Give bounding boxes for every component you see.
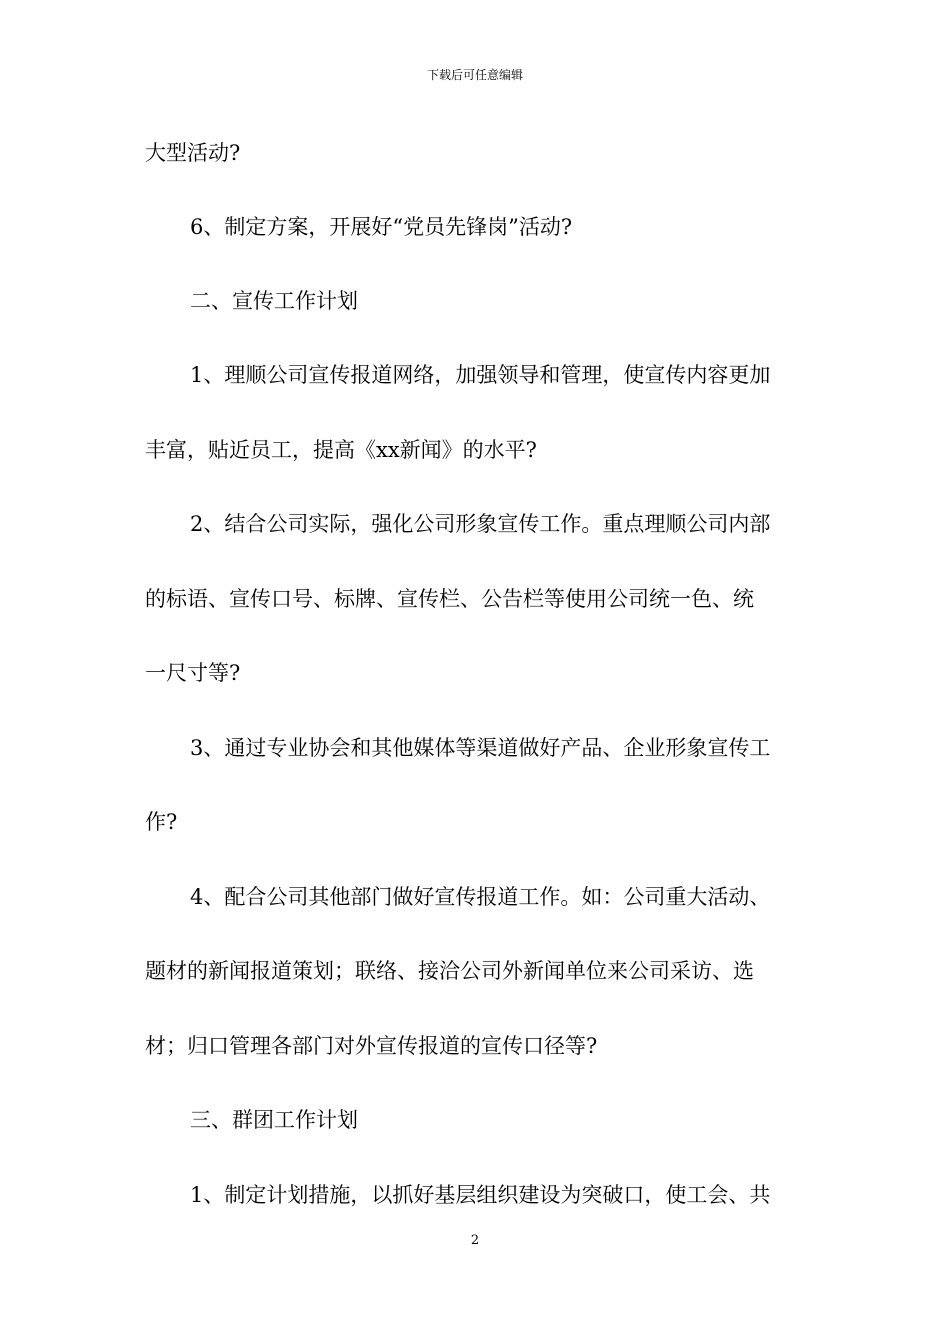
text-line: 大型活动? (145, 141, 241, 165)
text-line: 1、制定计划措施，以抓好基层组织建设为突破口，使工会、共 (190, 1183, 771, 1207)
text-line: 2、结合公司实际，强化公司形象宣传工作。重点理顺公司内部 (190, 512, 771, 536)
page-header-note: 下载后可任意编辑 (426, 68, 523, 82)
text-line: 作? (145, 810, 178, 834)
text-line: 的标语、宣传口号、标牌、宣传栏、公告栏等使用公司统一色、统 (145, 587, 754, 611)
text-line: 材；归口管理各部门对外宣传报道的宣传口径等? (145, 1034, 598, 1058)
text-line: 题材的新闻报道策划；联络、接洽公司外新闻单位来公司采访、选 (145, 959, 754, 983)
page-number: 2 (470, 1233, 480, 1248)
text-line: 一尺寸等? (145, 661, 241, 685)
section-heading: 二、宣传工作计划 (190, 289, 358, 313)
section-heading: 三、群团工作计划 (190, 1108, 358, 1132)
text-line: 3、通过专业协会和其他媒体等渠道做好产品、企业形象宣传工 (190, 736, 771, 760)
text-line: 1、理顺公司宣传报道网络，加强领导和管理，使宣传内容更加 (190, 363, 771, 387)
text-line: 4、配合公司其他部门做好宣传报道工作。如：公司重大活动、 (190, 885, 771, 909)
text-line: 6、制定方案，开展好“党员先锋岗”活动? (190, 215, 573, 239)
text-line: 丰富，贴近员工，提高《xx新闻》的水平? (145, 438, 537, 462)
